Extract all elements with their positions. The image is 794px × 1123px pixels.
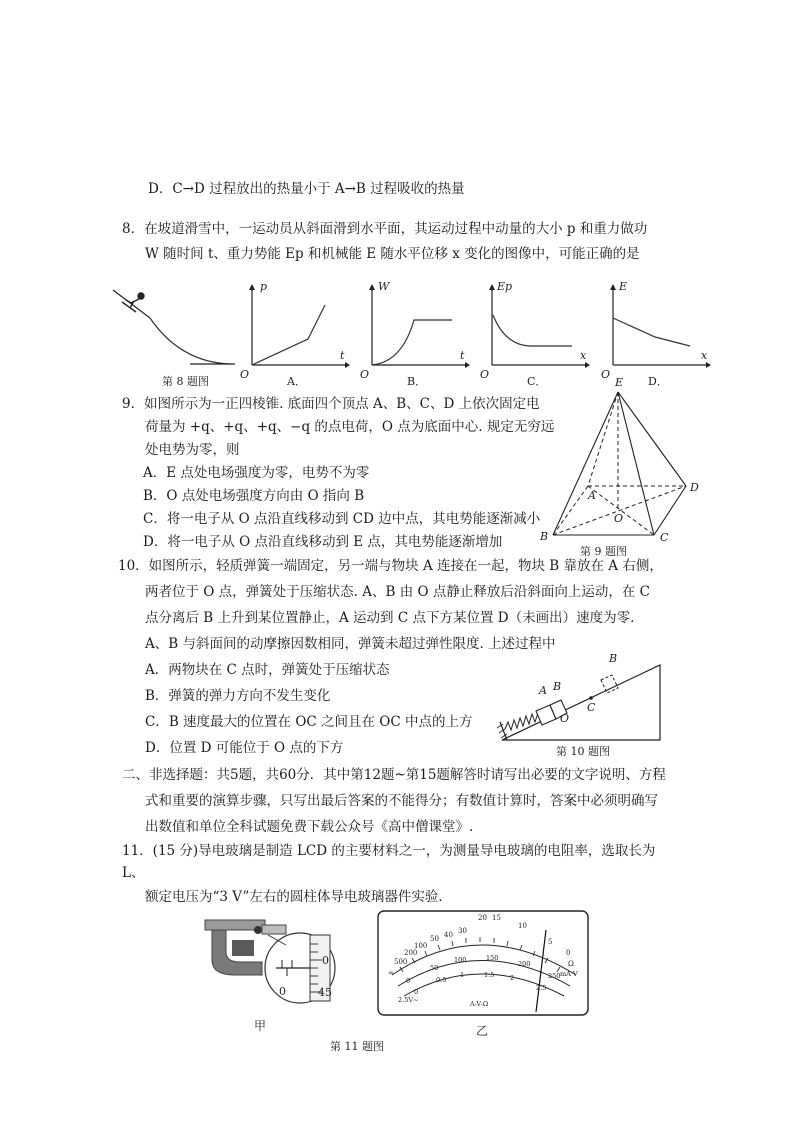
q10-option-d: D．位置 D 可能位于 O 点的下方 [145,740,344,756]
micrometer-base-0: 0 [279,985,286,998]
ohm-scale-2: 200 [404,949,418,957]
q9-stem-line3: 处电势为零，则 [145,442,240,458]
q9-label-d: D [690,481,699,494]
q9-stem-line1: 9．如图所示为一正四棱锥. 底面四个顶点 A、B、C、D 上依次固定电 [122,396,540,412]
q8-graph-b-xlabel: t [460,349,465,362]
meter-omega-label: Ω [568,960,574,968]
v-scale-3: 150 [486,954,499,962]
ohm-scale-3: 100 [414,942,428,950]
q9-stem-line2: 荷量为 +q、+q、+q、−q 的点电荷，O 点为底面中心. 规定无穷远 [145,419,555,435]
q8-graph-c-origin: O [480,368,490,381]
q8-graph-c-option: C． [527,375,547,388]
q9-option-d: D．将一电子从 O 点沿直线移动到 E 点，其电势能逐渐增加 [143,534,503,550]
ohm-scale-0: ∞ [388,969,394,977]
q8-graph-b-origin: O [360,368,370,381]
q8-graph-b-option: B． [407,375,427,388]
v-scale-2: 100 [454,956,467,964]
dc-scale-3: 1.5 [484,971,495,979]
q9-label-b: B [540,530,549,543]
q8-graph-c-ylabel: Ep [497,280,513,293]
ohm-scale-9: 10 [518,922,527,930]
meter-mav-label: mA V [560,970,578,978]
q11-stem-line1: 11．(15 分)导电玻璃是制造 LCD 的主要材料之一，为测量导电玻璃的电阻率，选取长为 [122,843,656,859]
q9-option-b: B．O 点处电场强度方向由 O 指向 B [143,488,365,504]
dc-scale-5: 2.5 [536,984,547,992]
ohm-scale-10: 5 [548,938,553,946]
q10-option-a: A．两物块在 C 点时，弹簧处于压缩状态 [145,662,390,678]
q10-stem-line2: 两者位于 O 点，弹簧处于压缩状态. A、B 由 O 点静止释放后沿斜面向上运动，在 C [145,584,650,600]
v-scale-4: 200 [518,960,531,968]
q10-stem-line3: 点分离后 B 上升到某位置静止，A 运动到 C 点下方某位置 D（未画出）速度为零. [145,610,635,626]
q8-graph-d-ylabel: E [619,280,628,293]
q9-option-c: C．将一电子从 O 点沿直线移动到 CD 边中点，其电势能逐渐减小 [143,511,541,527]
q8-graph-d-xlabel: x [701,349,708,362]
meter-center-label: A-V-Ω [470,1000,489,1008]
q9-figure-caption: 第 9 题图 [580,545,627,558]
q10-stem-line4: A、B 与斜面间的动摩擦因数相同，弹簧未超过弹性限度. 上述过程中 [145,636,556,652]
v-scale-1: 50 [430,964,439,972]
ohm-scale-5: 40 [444,931,453,939]
ohm-scale-4: 50 [430,935,439,943]
ohm-scale-7: 20 [478,914,487,922]
q8-graph-d-option: D． [648,375,668,388]
v-scale-0: 0 [406,977,411,985]
q10-label-c: C [587,701,596,714]
micrometer-tick-45: 45 [318,986,332,999]
q9-option-a: A．E 点处电场强度为零，电势不为零 [143,465,370,481]
q10-label-o: O [560,712,570,725]
q10-figure-caption: 第 10 题图 [556,745,610,758]
q11-stem-line2: L、 [122,865,145,881]
q9-label-e: E [615,376,624,389]
q11-stem-line3: 额定电压为“3 V”左右的圆柱体导电玻璃器件实验． [145,889,452,905]
dc-scale-1: 0.5 [436,976,447,984]
ohm-scale-11: 0 [566,949,571,957]
q9-label-a: A [588,489,596,502]
ohm-scale-8: 15 [492,914,501,922]
q8-graph-a-ylabel: p [260,280,268,293]
q8-graph-d-origin: O [601,368,611,381]
fig-label-yi: 乙 [476,1024,489,1038]
q8-graph-c-xlabel: x [580,349,587,362]
section2-line1: 二、非选择题：共5题，共60分．其中第12题~第15题解答时请写出必要的文字说明、方程 [122,767,666,783]
q10-label-a: A [539,684,547,697]
q8-graph-a-option: A． [287,375,306,388]
micrometer-tick-0: 0 [322,954,329,967]
ohm-scale-6: 30 [458,927,467,935]
dc-scale-4: 2 [510,974,515,982]
q10-stem-line1: 10．如图所示，轻质弹簧一端固定，另一端与物块 A 连接在一起，物块 B 靠放在 A 右侧， [118,558,663,574]
micrometer-image [205,920,335,1003]
dc-scale-2: 1 [460,971,465,979]
q10-label-b: B [553,680,562,693]
q11-figure-caption: 第 11 题图 [330,1040,384,1053]
q8-stem-line2: W 随时间 t、重力势能 Ep 和机械能 E 随水平位移 x 变化的图像中，可能正确的是 [145,246,640,262]
q9-label-o: O [614,512,624,525]
q10-label-b-final: B [609,652,618,665]
ohm-scale-1: 500 [394,958,408,966]
multimeter-dial [378,911,588,1015]
fig-label-jia: 甲 [254,1019,267,1033]
q9-label-c: C [660,531,669,544]
meter-range-label: 2.5V~ [398,996,419,1004]
v-scale-5: 250 [548,972,561,980]
q8-graph-a-origin: O [240,368,250,381]
q10-option-b: B．弹簧的弹力方向不发生变化 [145,688,331,704]
q10-option-c: C．B 速度最大的位置在 OC 之间且在 OC 中点的上方 [145,714,473,730]
q8-graph-b-ylabel: W [378,280,390,293]
section2-line2: 式和重要的演算步骤，只写出最后答案的不能得分；有数值计算时，答案中必须明确写 [145,793,658,809]
q8-graph-a-xlabel: t [340,349,345,362]
section2-line3: 出数值和单位全科试题免费下载公众号《高中僧课堂》. [145,819,474,835]
q7-option-d: D．C→D 过程放出的热量小于 A→B 过程吸收的热量 [148,181,465,197]
q8-figure-caption: 第 8 题图 [162,375,209,388]
q8-stem-line1: 8．在坡道滑雪中，一运动员从斜面滑到水平面，其运动过程中动量的大小 p 和重力做功 [122,221,648,237]
dc-scale-0: 0 [414,988,419,996]
